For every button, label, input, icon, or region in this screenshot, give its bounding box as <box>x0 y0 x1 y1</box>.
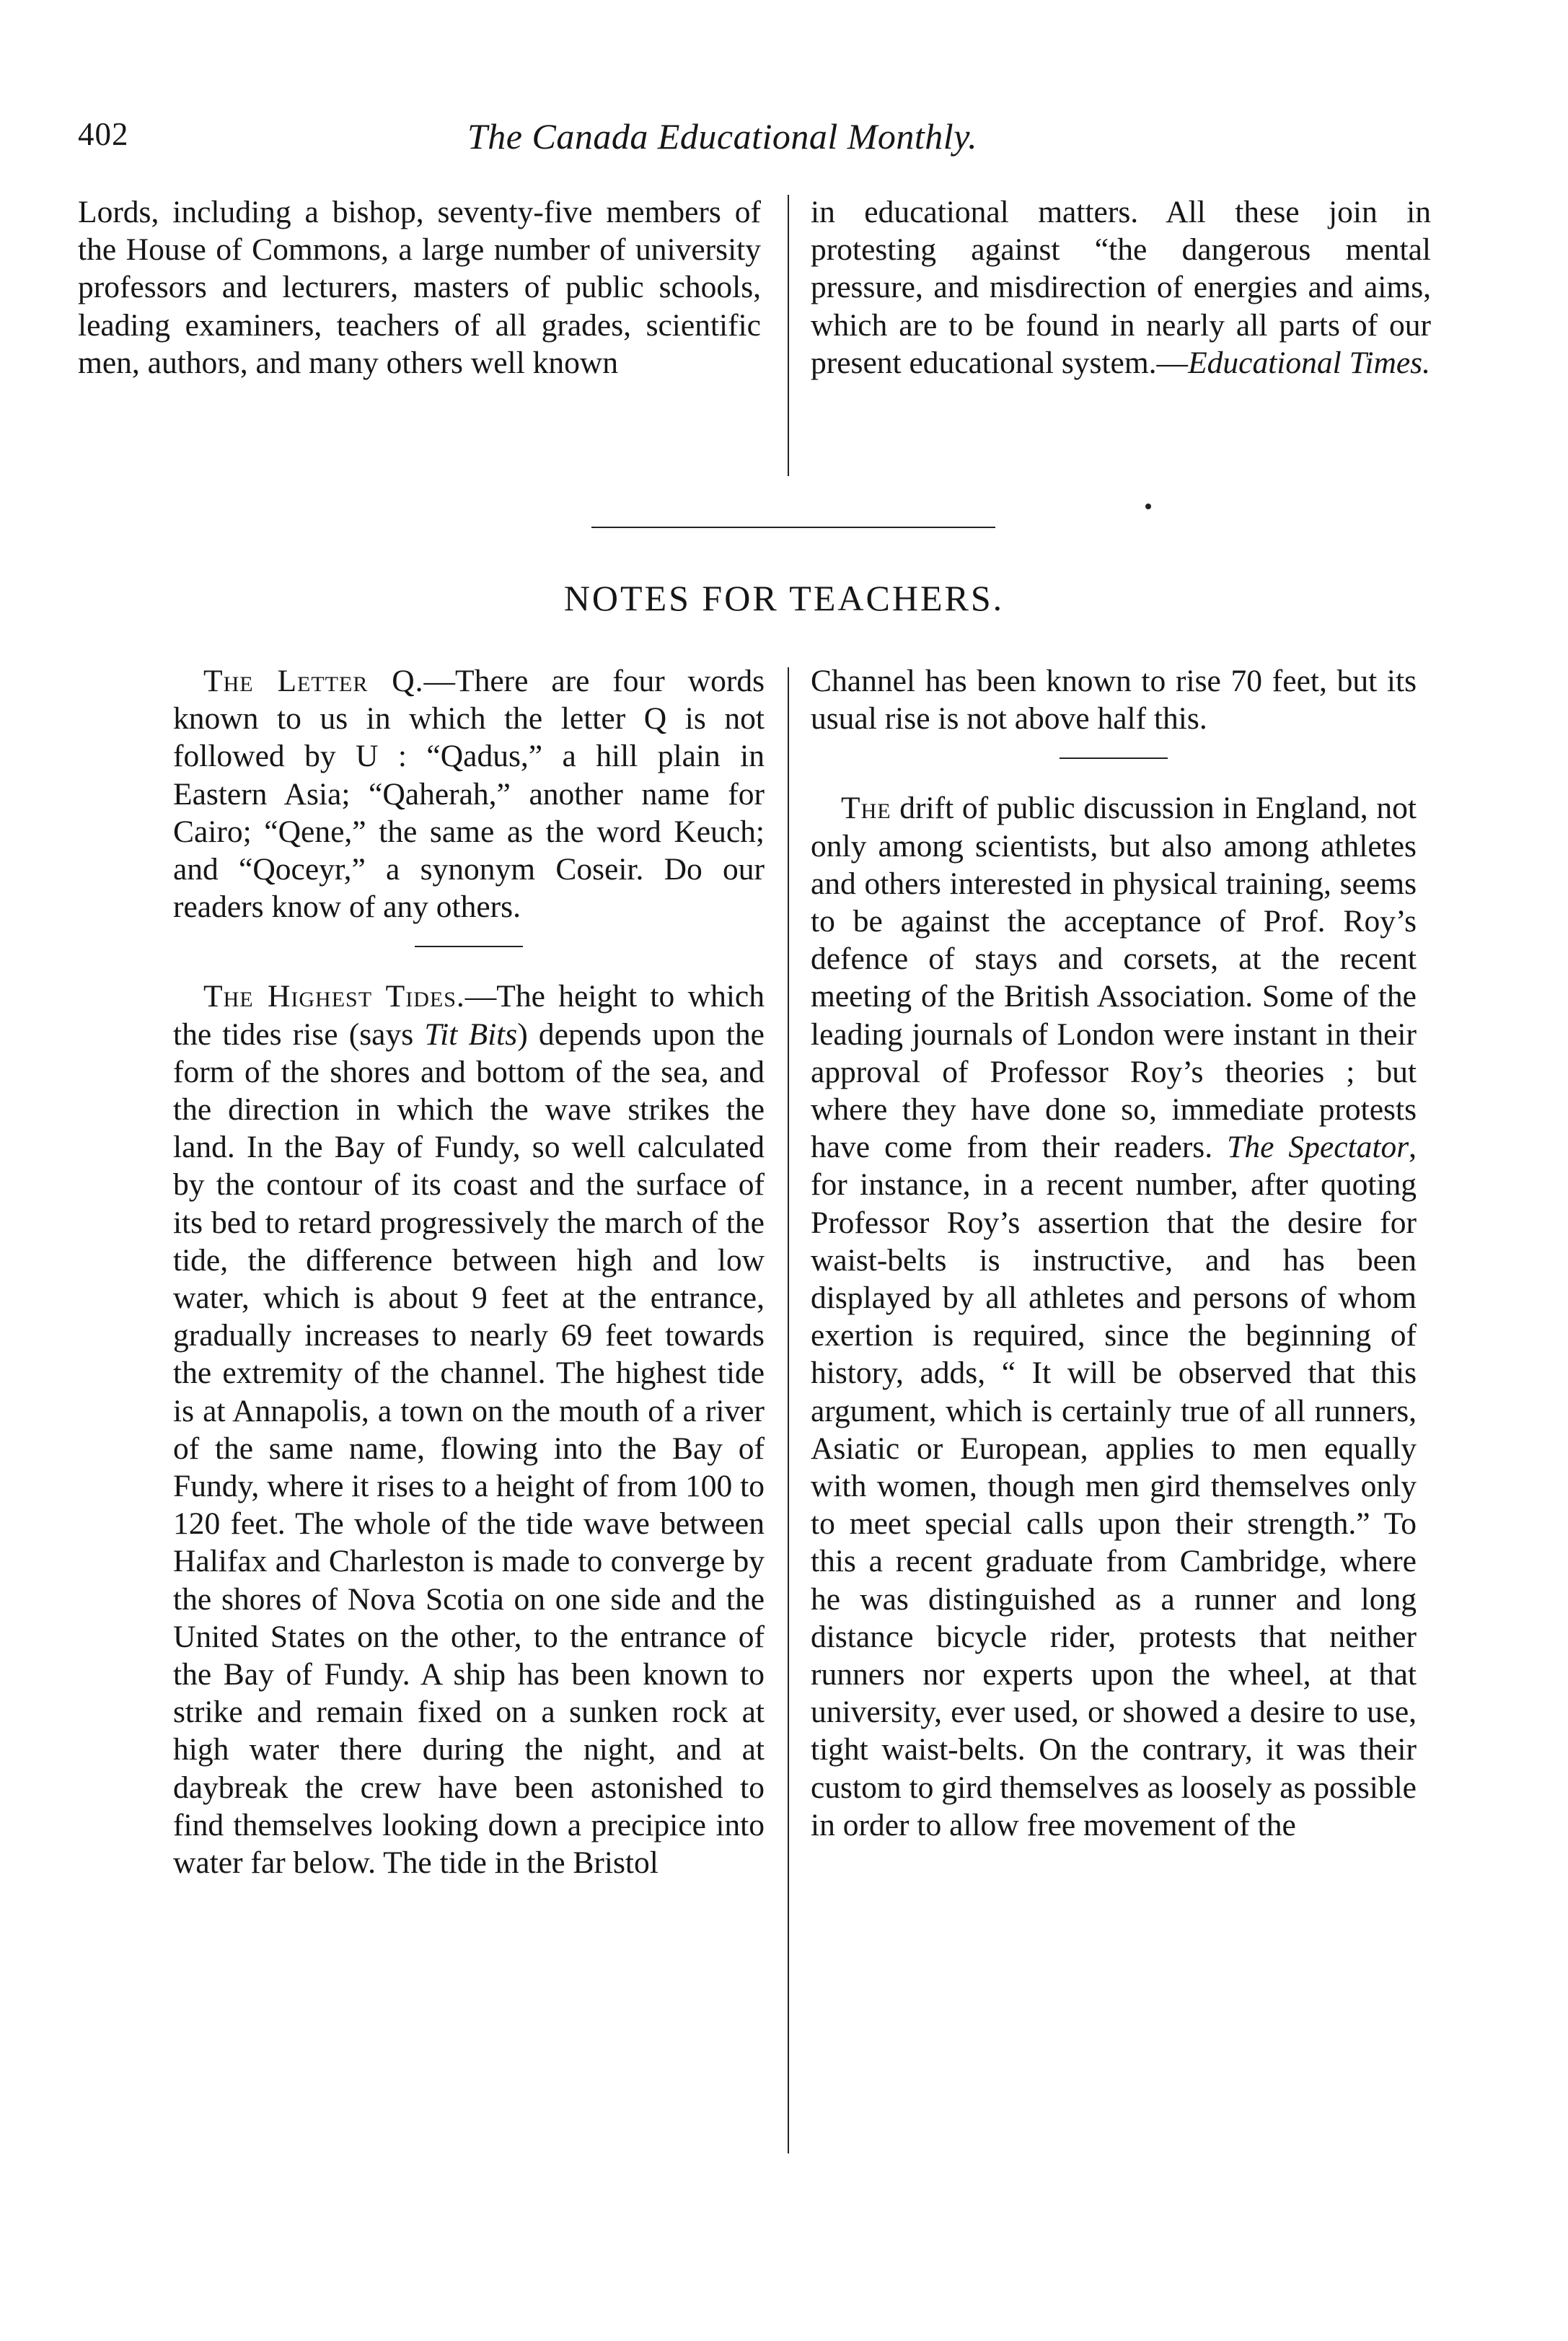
section-divider <box>591 527 995 528</box>
periodical-title: The Spectator <box>1227 1130 1409 1165</box>
letter-q-text: —There are four words known to us in which the letter Q is not followed by U : “Qadus,” a hill plain in Eastern Asia; “Qaherah,” another name for Cairo; “Qene,” the same as the word Keuch; and “Qoceyr,” a synonym Coseir. Do our readers know of any others. <box>173 664 765 925</box>
public-discussion-paragraph <box>811 789 1417 1844</box>
source-citation: Educational Times. <box>1188 345 1430 380</box>
main-right-column <box>811 662 1417 1844</box>
highest-tides-text-a: —The height to which the tides rise (says <box>173 979 765 1052</box>
top-left-column <box>78 193 761 382</box>
highest-tides-heading: The Highest Tides. <box>203 979 465 1014</box>
continued-paragraph-left: Lords, including a bishop, seventy-five members of the House of Commons, a large number of university professors and lecturers, masters of public schools, leading examiners, teachers of all grades, scientific men, authors, and many others well known <box>78 195 761 380</box>
letter-q-heading: The Letter Q. <box>203 664 424 698</box>
page-number: 402 <box>78 116 129 152</box>
highest-tides-text-b: ) depends upon the form of the shores and bottom of the sea, and the direction in which the wave strikes the land. In the Bay of Fundy, so well calculated by the contour of its coast and the surface of its bed to retard progressively the march of the tide, the difference between high and low water, which is about 9 feet at the entrance, gradually increases to nearly 69 feet towards the extremity of the channel. The highest tide is at Annapolis, a town on the mouth of a river of the same name, flowing into the Bay of Fundy, where it rises to a height of from 100 to 120 feet. The whole of the tide wave between Halifax and Charleston is made to converge by the shores of Nova Scotia on one side and the United States on the other, to the entrance of the Bay of Fundy. A ship has been known to strike and remain fixed on a sunken rock at high water there during the night, and at daybreak the crew have been astonished to find themselves looking down a precipice into water far below. The tide in the Bristol <box>173 1016 765 1881</box>
highest-tides-paragraph <box>173 978 765 1881</box>
letter-q-paragraph <box>173 662 765 926</box>
continued-paragraph-right-text: in educational matters. All these join in protesting against “the dangerous mental pressure, and misdirection of energies and aims, which are to be found in nearly all parts of our present educational system.— <box>811 195 1431 380</box>
highest-tides-source: Tit Bits <box>424 1016 518 1052</box>
item-divider <box>1060 757 1168 759</box>
section-title: NOTES FOR TEACHERS. <box>563 578 1005 618</box>
item-divider <box>415 946 523 947</box>
page-header <box>78 115 1453 166</box>
column-divider-main <box>788 667 789 2153</box>
highest-tides-continuation: Channel has been known to rise 70 feet, but its usual rise is not above half this. <box>811 664 1417 737</box>
public-discussion-lead: The <box>841 791 891 826</box>
running-title: The Canada Educational Monthly. <box>467 116 978 157</box>
continued-paragraph-right <box>811 193 1431 382</box>
public-discussion-text-b: , for instance, in a recent number, after quoting Professor Roy’s assertion that the desire for waist-belts is instructive, and has been displayed by all athletes and persons of whom exertion is required, since the beginning of history, adds, “ It will be observed that this argument, which is certainly true of all runners, Asiatic or European, applies to men equally with women, though men gird themselves only to meet special calls upon their strength.” To this a recent graduate from Cambridge, where he was distinguished as a runner and long distance bicycle rider, protests that neither runners nor experts upon the wheel, at that university, ever used, or showed a desire to use, tight waist-belts. On the contrary, it was their custom to gird themselves as loosely as possible in order to allow free movement of the <box>811 1130 1417 1843</box>
column-divider-top <box>788 195 789 476</box>
print-mark <box>1145 504 1151 509</box>
main-left-column <box>173 662 765 1881</box>
top-right-column <box>811 193 1431 382</box>
public-discussion-text-a: drift of public discussion in England, not only among scientists, but also among athletes and others interested in physical training, seems to be against the acceptance of Prof. Roy’s defence of stays and corsets, at the recent meeting of the British Association. Some of the leading journals of London were instant in their approval of Professor Roy’s theories ; but where they have done so, immediate protests have come from their readers. <box>811 791 1417 1165</box>
